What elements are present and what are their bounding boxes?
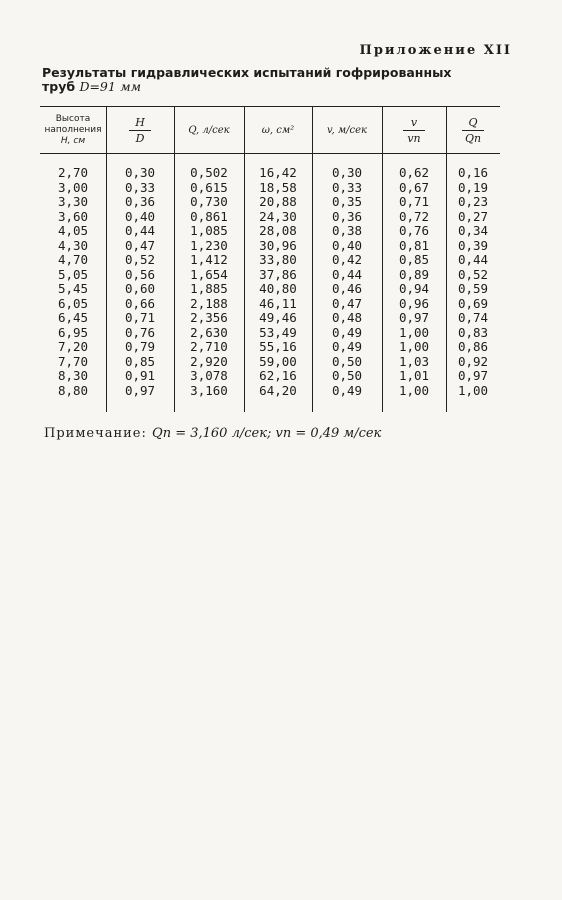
table-row xyxy=(40,340,500,355)
table-row xyxy=(40,210,500,225)
table-cell: 0,47 xyxy=(124,237,156,253)
table-row xyxy=(40,181,500,196)
table-row xyxy=(40,369,500,384)
table-row xyxy=(40,384,500,399)
table-cell: 1,654 xyxy=(190,266,228,282)
table-cell: 0,96 xyxy=(398,295,430,311)
table-cell: 3,60 xyxy=(57,208,89,224)
table-cell: 8,80 xyxy=(57,382,89,398)
table-cell: 0,33 xyxy=(124,179,156,195)
table-cell: 1,00 xyxy=(398,339,430,354)
table-row xyxy=(40,166,500,181)
table-cell: 6,95 xyxy=(57,324,89,340)
table-cell: 0,47 xyxy=(331,295,363,311)
table-cell: 40,80 xyxy=(259,281,297,296)
table-row xyxy=(40,355,500,370)
table-cell: 1,00 xyxy=(457,382,489,398)
table-cell: 0,36 xyxy=(124,194,156,209)
table-cell: 0,74 xyxy=(457,310,489,325)
table-row xyxy=(40,195,500,210)
table-cell: 37,86 xyxy=(259,266,297,282)
note-text: Qп = 3,160 л/сек; vп = 0,49 м/сек xyxy=(152,426,382,441)
table-cell: 6,05 xyxy=(57,295,89,311)
header-h-over-d: $\frac{H}{D}$ xyxy=(106,108,174,152)
table-cell: 49,46 xyxy=(259,310,297,325)
table-cell: 4,70 xyxy=(57,252,89,267)
table-cell: 3,30 xyxy=(57,194,89,209)
table-cell: 0,60 xyxy=(124,281,156,296)
table-cell: 5,45 xyxy=(57,281,89,296)
table-cell: 7,20 xyxy=(57,339,89,354)
table-cell: 0,94 xyxy=(398,281,430,296)
table-cell: 0,49 xyxy=(331,339,363,354)
table-cell: 0,85 xyxy=(398,252,430,267)
table-cell: 0,40 xyxy=(331,237,363,253)
table-cell: 62,16 xyxy=(259,368,297,383)
table-cell: 59,00 xyxy=(259,353,297,369)
results-table xyxy=(40,166,500,398)
table-cell: 0,39 xyxy=(457,237,489,253)
table-row xyxy=(40,326,500,341)
table-cell: 0,30 xyxy=(331,165,363,180)
table-cell: 46,11 xyxy=(259,295,297,311)
table-cell: 0,62 xyxy=(398,165,430,180)
table-cell: 2,188 xyxy=(190,295,228,311)
table-cell: 6,45 xyxy=(57,310,89,325)
table-cell: 1,230 xyxy=(190,237,228,253)
table-cell: 0,69 xyxy=(457,295,489,311)
table-cell: 30,96 xyxy=(259,237,297,253)
table-cell: 0,97 xyxy=(457,368,489,383)
table-cell: 0,52 xyxy=(457,266,489,282)
table-cell: 0,30 xyxy=(124,165,156,180)
table-cell: 0,49 xyxy=(331,382,363,398)
table-cell: 0,49 xyxy=(331,324,363,340)
table-cell: 64,20 xyxy=(259,382,297,398)
table-cell: 7,70 xyxy=(57,353,89,369)
table-cell: 0,615 xyxy=(190,179,228,195)
table-cell: 1,085 xyxy=(190,223,228,238)
table-cell: 20,88 xyxy=(259,194,297,209)
table-title xyxy=(42,66,482,94)
title-line-1: Результаты гидравлических испытаний гофрированных xyxy=(42,65,452,80)
header-flow-ratio: $\frac{Q}{Qп}$ xyxy=(446,108,500,152)
table-cell: 1,01 xyxy=(398,368,430,383)
table-top-rule xyxy=(40,106,500,107)
table-cell: 24,30 xyxy=(259,208,297,224)
table-cell: 2,70 xyxy=(57,165,89,180)
table-cell: 0,86 xyxy=(457,339,489,354)
table-cell: 0,34 xyxy=(457,223,489,238)
table-cell: 4,30 xyxy=(57,237,89,253)
table-cell: 1,03 xyxy=(398,353,430,369)
table-cell: 4,05 xyxy=(57,223,89,238)
table-cell: 18,58 xyxy=(259,179,297,195)
table-cell: 3,160 xyxy=(190,382,228,398)
table-cell: 0,48 xyxy=(331,310,363,325)
table-cell: 0,46 xyxy=(331,281,363,296)
table-cell: 8,30 xyxy=(57,368,89,383)
table-cell: 28,08 xyxy=(259,223,297,238)
title-line-2 xyxy=(42,80,482,94)
table-cell: 0,27 xyxy=(457,208,489,224)
table-cell: 2,630 xyxy=(190,324,228,340)
table-cell: 0,36 xyxy=(331,208,363,224)
table-cell: 0,44 xyxy=(124,223,156,238)
table-cell: 0,44 xyxy=(457,252,489,267)
table-cell: 33,80 xyxy=(259,252,297,267)
table-cell: 0,79 xyxy=(124,339,156,354)
table-cell: 0,67 xyxy=(398,179,430,195)
appendix-label: Приложение XII xyxy=(359,43,512,58)
table-cell: 53,49 xyxy=(259,324,297,340)
table-cell: 1,00 xyxy=(398,382,430,398)
title-formula: D=91 xyxy=(79,79,116,94)
header-velocity-ratio: $\frac{v}{vп}$ xyxy=(382,108,446,152)
table-cell: 0,502 xyxy=(190,165,228,180)
table-cell: 0,33 xyxy=(331,179,363,195)
table-cell: 0,76 xyxy=(398,223,430,238)
table-cell: 16,42 xyxy=(259,165,297,180)
table-cell: 0,23 xyxy=(457,194,489,209)
table-cell: 0,71 xyxy=(398,194,430,209)
table-cell: 0,59 xyxy=(457,281,489,296)
table-row xyxy=(40,282,500,297)
table-cell: 0,81 xyxy=(398,237,430,253)
title-unit: мм xyxy=(120,79,141,94)
table-cell: 0,56 xyxy=(124,266,156,282)
table-cell: 3,00 xyxy=(57,179,89,195)
table-cell: 0,40 xyxy=(124,208,156,224)
header-fill-height: Высота наполнения H, см xyxy=(44,113,102,146)
header-velocity: v, м/сек xyxy=(327,124,367,136)
table-cell: 0,76 xyxy=(124,324,156,340)
table-row xyxy=(40,311,500,326)
header-area: ω, см² xyxy=(261,124,295,136)
table-cell: 0,91 xyxy=(124,368,156,383)
table-cell: 2,920 xyxy=(190,353,228,369)
table-cell: 1,412 xyxy=(190,252,228,267)
table-cell: 0,38 xyxy=(331,223,363,238)
table-cell: 0,71 xyxy=(124,310,156,325)
table-cell: 2,710 xyxy=(190,339,228,354)
table-cell: 0,44 xyxy=(331,266,363,282)
table-cell: 0,42 xyxy=(331,252,363,267)
table-row xyxy=(40,268,500,283)
table-cell: 0,730 xyxy=(190,194,228,209)
table-cell: 0,85 xyxy=(124,353,156,369)
title-prefix: труб xyxy=(42,79,76,94)
table-cell: 0,50 xyxy=(331,353,363,369)
table-cell: 0,66 xyxy=(124,295,156,311)
table-note xyxy=(44,426,381,441)
table-cell: 0,97 xyxy=(124,382,156,398)
table-cell: 0,50 xyxy=(331,368,363,383)
table-cell: 3,078 xyxy=(190,368,228,383)
table-cell: 0,52 xyxy=(124,252,156,267)
table-cell: 0,97 xyxy=(398,310,430,325)
table-cell: 1,00 xyxy=(398,324,430,340)
table-header-rule xyxy=(40,153,500,154)
table-row xyxy=(40,253,500,268)
table-cell: 0,89 xyxy=(398,266,430,282)
table-cell: 0,16 xyxy=(457,165,489,180)
table-cell: 2,356 xyxy=(190,310,228,325)
header-flow-rate: Q, л/сек xyxy=(188,124,230,136)
table-cell: 0,83 xyxy=(457,324,489,340)
table-row xyxy=(40,297,500,312)
table-cell: 0,35 xyxy=(331,194,363,209)
table-cell: 0,72 xyxy=(398,208,430,224)
table-cell: 0,92 xyxy=(457,353,489,369)
table-cell: 1,885 xyxy=(190,281,228,296)
table-cell: 0,861 xyxy=(190,208,228,224)
note-label: Примечание: xyxy=(44,426,147,441)
table-cell: 5,05 xyxy=(57,266,89,282)
table-row xyxy=(40,239,500,254)
table-cell: 55,16 xyxy=(259,339,297,354)
table-cell: 0,19 xyxy=(457,179,489,195)
table-row xyxy=(40,224,500,239)
